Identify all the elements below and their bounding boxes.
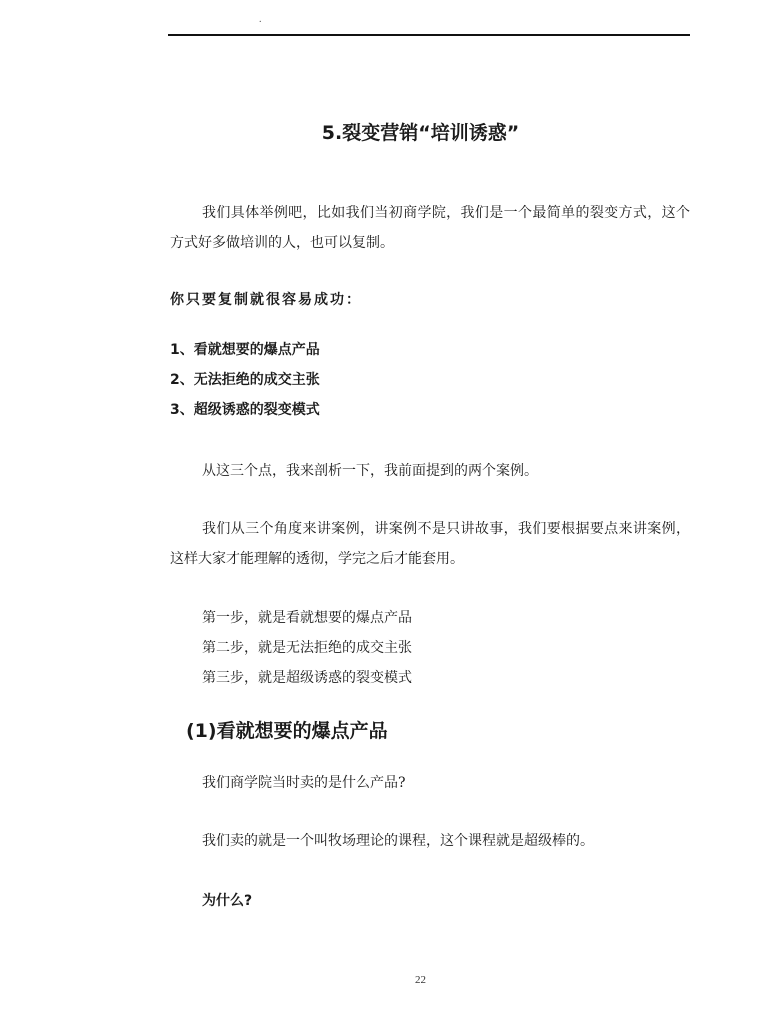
three-points-paragraph: 从这三个点，我来剖析一下，我前面提到的两个案例。 xyxy=(202,463,538,479)
angles-paragraph: 我们从三个角度来讲案例，讲案例不是只讲故事，我们要根据要点来讲案例，这样大家才能理解的透彻，学完之后才能套用。 xyxy=(170,521,690,567)
point-2: 2、无法拒绝的成交主张 xyxy=(170,372,320,388)
answer-line: 我们卖的就是一个叫牧场理论的课程，这个课程就是超级棒的。 xyxy=(202,833,594,849)
header-rule xyxy=(168,34,690,36)
why-line: 为什么? xyxy=(202,893,253,909)
step-1: 第一步，就是看就想要的爆点产品 xyxy=(202,610,412,626)
page-number: 22 xyxy=(415,974,426,986)
page-title: 5.裂变营销“培训诱惑” xyxy=(321,122,520,144)
point-1: 1、看就想要的爆点产品 xyxy=(170,342,320,358)
intro-paragraph: 我们具体举例吧，比如我们当初商学院，我们是一个最简单的裂变方式，这个方式好多做培训的人，也可以复制。 xyxy=(170,205,690,251)
copy-heading: 你只要复制就很容易成功： xyxy=(170,292,362,308)
step-2: 第二步，就是无法拒绝的成交主张 xyxy=(202,640,412,656)
point-3: 3、超级诱惑的裂变模式 xyxy=(170,402,320,418)
section-heading: (1)看就想要的爆点产品 xyxy=(186,720,388,742)
step-3: 第三步，就是超级诱惑的裂变模式 xyxy=(202,670,412,686)
header-mark: . xyxy=(259,14,262,25)
question-line: 我们商学院当时卖的是什么产品? xyxy=(202,775,406,791)
